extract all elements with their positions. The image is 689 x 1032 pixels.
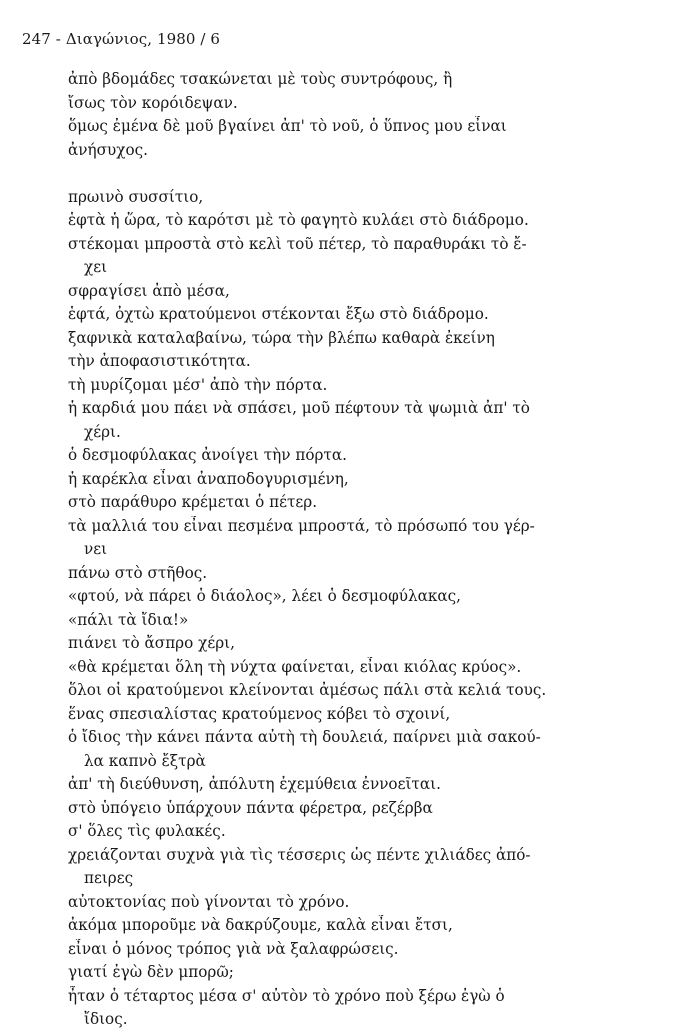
poem-line: «πάλι τὰ ἴδια!» bbox=[68, 610, 189, 629]
poem-line-continuation: λα καπνὸ ἔξτρὰ bbox=[84, 751, 206, 770]
poem-line: τὴ μυρίζομαι μέσ' ἀπὸ τὴν πόρτα. bbox=[68, 375, 328, 394]
poem-line: ὁ ἴδιος τὴν κάνει πάντα αὐτὴ τὴ δουλειά, παίρνει μιὰ σακού- bbox=[68, 728, 541, 746]
poem-line: σ' ὅλες τὶς φυλακές. bbox=[68, 822, 226, 840]
page-header: 247 - Διαγώνιος, 1980 / 6 bbox=[22, 30, 221, 48]
poem-line-continuation: πειρες bbox=[84, 869, 134, 887]
stanza-1 bbox=[0, 68, 689, 162]
poem-line: πρωινὸ συσσίτιο, bbox=[68, 187, 204, 206]
poem-line: ἑφτά, ὀχτὼ κρατούμενοι στέκονται ἔξω στὸ διάδρομο. bbox=[68, 305, 489, 323]
poem-line: ἕνας σπεσιαλίστας κρατούμενος κόβει τὸ σχοινί, bbox=[68, 704, 451, 723]
poem-line: ξαφνικὰ καταλαβαίνω, τώρα τὴν βλέπω καθαρὰ ἐκείνη bbox=[68, 328, 495, 347]
poem-line: τὰ μαλλιά του εἶναι πεσμένα μπροστά, τὸ πρόσωπό του γέρ- bbox=[68, 516, 535, 535]
poem-line-continuation: χέρι. bbox=[84, 422, 121, 441]
poem-line: ὅλοι οἱ κρατούμενοι κλείνονται ἀμέσως πάλι στὰ κελιά τους. bbox=[68, 681, 547, 699]
poem-line: χρειάζονται συχνὰ γιὰ τὶς τέσσερις ὡς πέντε χιλιάδες ἀπό- bbox=[68, 845, 531, 864]
poem-line: ἦταν ὁ τέταρτος μέσα σ' αὐτὸν τὸ χρόνο ποὺ ξέρω ἐγὼ ὁ bbox=[68, 986, 505, 1005]
stanza-2 bbox=[0, 186, 689, 1032]
poem-line: «φτού, νὰ πάρει ὁ διάολος», λέει ὁ δεσμοφύλακας, bbox=[68, 587, 461, 605]
poem-line: πάνω στὸ στῆθος. bbox=[68, 563, 208, 582]
poem-line: στὸ ὑπόγειο ὑπάρχουν πάντα φέρετρα, ρεζέρβα bbox=[68, 798, 433, 817]
poem-line: αὐτοκτονίας ποὺ γίνονται τὸ χρόνο. bbox=[68, 892, 350, 911]
poem-line: ἡ καρδιά μου πάει νὰ σπάσει, μοῦ πέφτουν τὰ ψωμιὰ ἀπ' τὸ bbox=[68, 399, 530, 417]
poem-line: ἡ καρέκλα εἶναι ἀναποδογυρισμένη, bbox=[68, 469, 349, 488]
poem-line: τὴν ἀποφασιστικότητα. bbox=[68, 352, 251, 370]
poem-line: «θὰ κρέμεται ὅλη τὴ νύχτα φαίνεται, εἶναι κιόλας κρύος». bbox=[68, 657, 522, 676]
poem-line: στὸ παράθυρο κρέμεται ὁ πέτερ. bbox=[68, 493, 318, 511]
poem-line: σφραγίσει ἀπὸ μέσα, bbox=[68, 281, 230, 300]
poem-line: ὁ δεσμοφύλακας ἀνοίγει τὴν πόρτα. bbox=[68, 446, 347, 464]
poem-line: ἀνήσυχος. bbox=[68, 140, 148, 159]
poem-line: γιατί ἐγὼ δὲν μπορῶ; bbox=[68, 963, 234, 981]
poem-line: ἴσως τὸν κορόιδεψαν. bbox=[68, 93, 238, 112]
poem-line: ἀπ' τὴ διεύθυνση, ἀπόλυτη ἐχεμύθεια ἐννοεῖται. bbox=[68, 775, 441, 793]
poem-line: στέκομαι μπροστὰ στὸ κελὶ τοῦ πέτερ, τὸ παραθυράκι τὸ ἔ- bbox=[68, 234, 527, 253]
stanza-gap bbox=[0, 162, 689, 186]
poem-line: ἀπὸ βδομάδες τσακώνεται μὲ τοὺς συντρόφους, ἢ bbox=[68, 70, 453, 88]
poem-line-continuation: νει bbox=[84, 540, 108, 558]
poem-line: ἀκόμα μποροῦμε νὰ δακρύζουμε, καλὰ εἶναι ἔτσι, bbox=[68, 916, 453, 934]
poem-line-continuation: χει bbox=[84, 258, 108, 276]
poem-line: ὅμως ἐμένα δὲ μοῦ βγαίνει ἀπ' τὸ νοῦ, ὁ ὕπνος μου εἶναι bbox=[68, 117, 507, 135]
poem-line-continuation: ἴδιος. bbox=[84, 1010, 128, 1028]
poem-line: πιάνει τὸ ἄσπρο χέρι, bbox=[68, 634, 235, 652]
poem-line: εἶναι ὁ μόνος τρόπος γιὰ νὰ ξαλαφρώσεις. bbox=[68, 939, 399, 958]
poem-body bbox=[0, 68, 689, 1032]
poem-line: ἑφτὰ ἡ ὥρα, τὸ καρότσι μὲ τὸ φαγητὸ κυλάει στὸ διάδρομο. bbox=[68, 211, 529, 229]
